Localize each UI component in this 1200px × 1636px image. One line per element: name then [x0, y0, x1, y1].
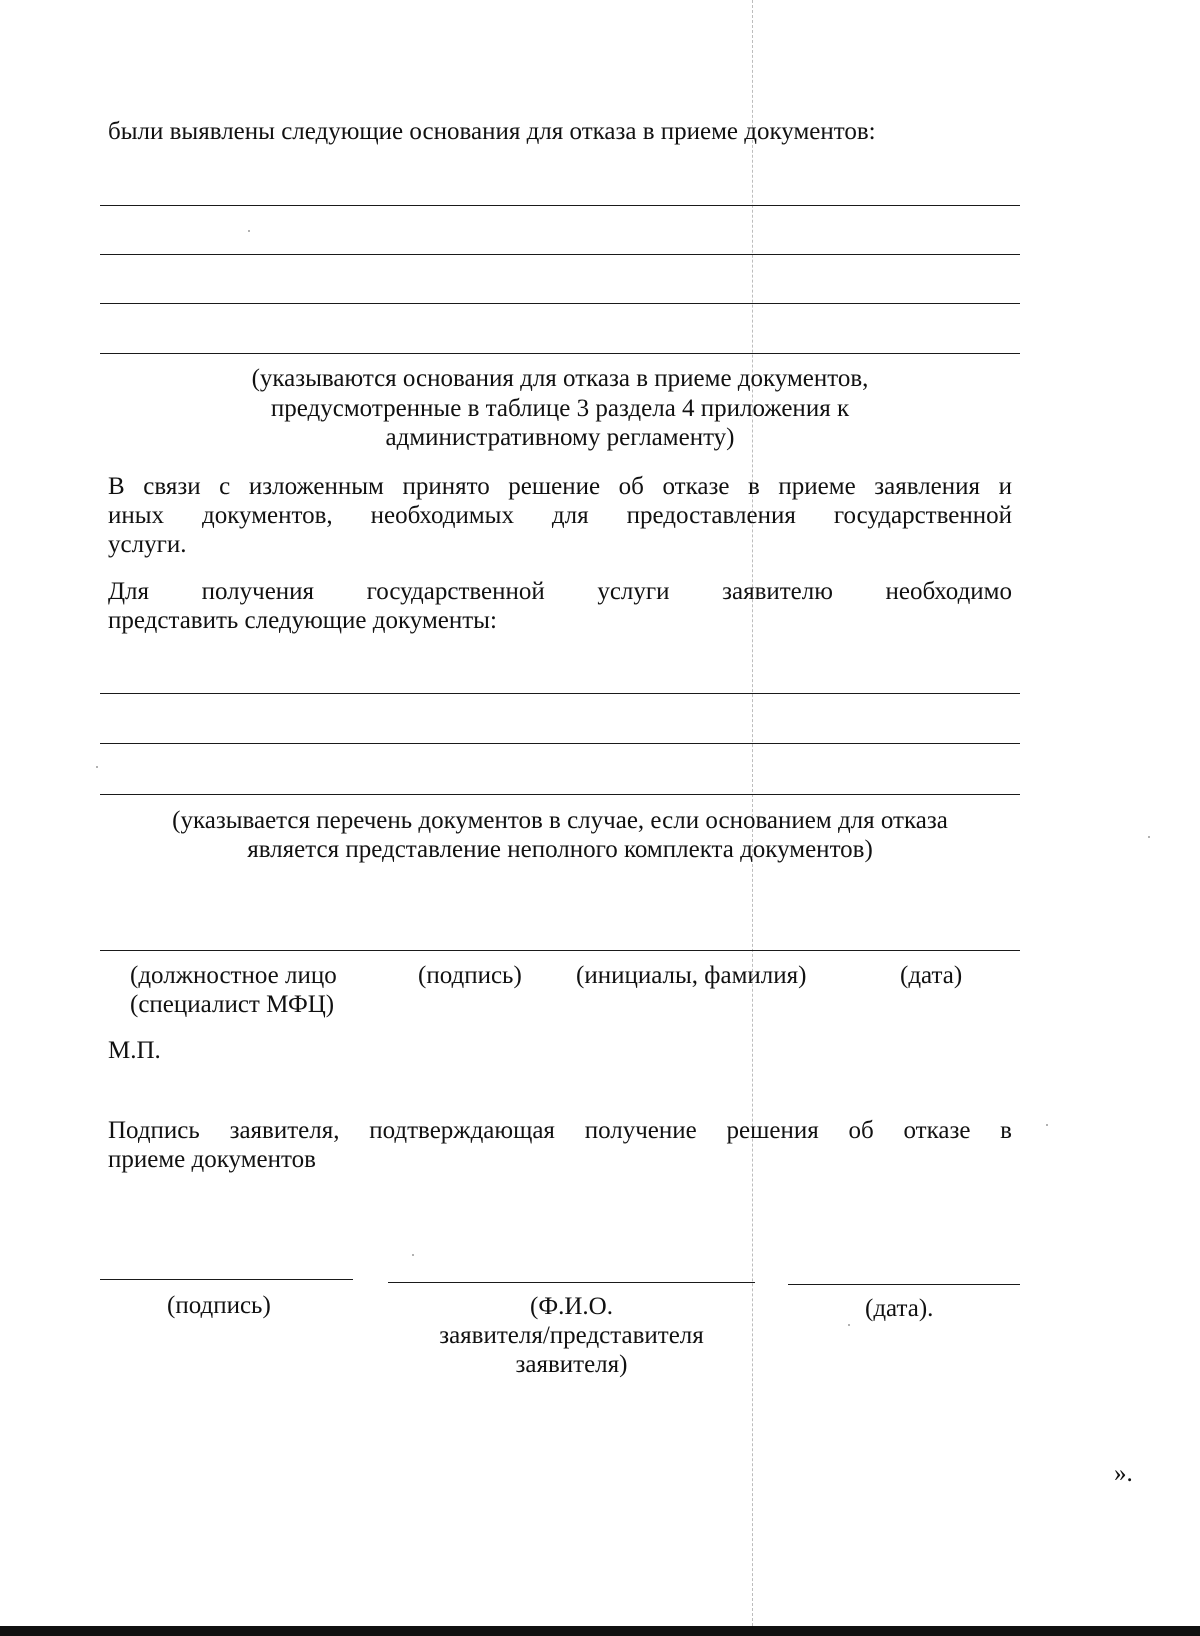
required-docs-line-2: представить следующие документы: [108, 607, 497, 634]
closing-quote: ». [1114, 1460, 1133, 1487]
decision-paragraph-line-1: В связи с изложенным принято решение об отказе в приеме заявления и [108, 473, 1012, 500]
stamp-label: М.П. [108, 1037, 161, 1064]
applicant-paragraph-line-2: приеме документов [108, 1146, 316, 1173]
reasons-note-line-1: (указываются основания для отказа в приеме документов, [251, 365, 869, 392]
docs-note-line-2: является представление неполного комплекта документов) [247, 836, 873, 863]
reasons-note-line-3: административному регламенту) [385, 424, 735, 451]
scan-bottom-edge [0, 1626, 1200, 1636]
decision-paragraph-line-2: иных документов, необходимых для предоставления государственной [108, 502, 1012, 529]
docs-blank-line-3 [100, 794, 1020, 795]
official-date-caption: (дата) [900, 962, 963, 989]
applicant-fio-caption-2: заявителя/представителя [439, 1322, 704, 1349]
official-signature-line [100, 950, 1020, 951]
docs-blank-line-1 [100, 693, 1020, 694]
intro-line: были выявлены следующие основания для отказа в приеме документов: [108, 118, 876, 145]
applicant-signature-line [100, 1279, 353, 1280]
reason-blank-line-4 [100, 353, 1020, 354]
docs-blank-line-2 [100, 743, 1020, 744]
scan-speck [248, 230, 250, 232]
applicant-date-caption: (дата). [865, 1295, 934, 1322]
reason-blank-line-1 [100, 205, 1020, 206]
scan-speck [96, 766, 98, 768]
scan-speck [412, 1254, 414, 1256]
applicant-signature-caption: (подпись) [167, 1292, 271, 1319]
applicant-fio-line [388, 1282, 755, 1283]
docs-note-line-1: (указывается перечень документов в случае, если основанием для отказа [172, 807, 948, 834]
applicant-paragraph-line-1: Подпись заявителя, подтверждающая получение решения об отказе в [108, 1117, 1012, 1144]
reasons-note-line-2: предусмотренные в таблице 3 раздела 4 приложения к [270, 395, 850, 422]
scan-speck [1046, 1124, 1048, 1126]
applicant-fio-caption-3: заявителя) [515, 1351, 628, 1378]
official-position-caption-1: (должностное лицо [130, 962, 337, 989]
official-signature-caption: (подпись) [418, 962, 522, 989]
applicant-date-line [788, 1284, 1020, 1285]
scan-speck [1148, 836, 1150, 838]
applicant-fio-caption-1: (Ф.И.О. [530, 1293, 613, 1320]
official-name-caption: (инициалы, фамилия) [576, 962, 807, 989]
decision-paragraph-line-3: услуги. [108, 531, 187, 558]
required-docs-line-1: Для получения государственной услуги заявителю необходимо [108, 578, 1012, 605]
reason-blank-line-3 [100, 303, 1020, 304]
official-position-caption-2: (специалист МФЦ) [130, 991, 335, 1018]
reason-blank-line-2 [100, 254, 1020, 255]
scan-speck [848, 1324, 850, 1326]
